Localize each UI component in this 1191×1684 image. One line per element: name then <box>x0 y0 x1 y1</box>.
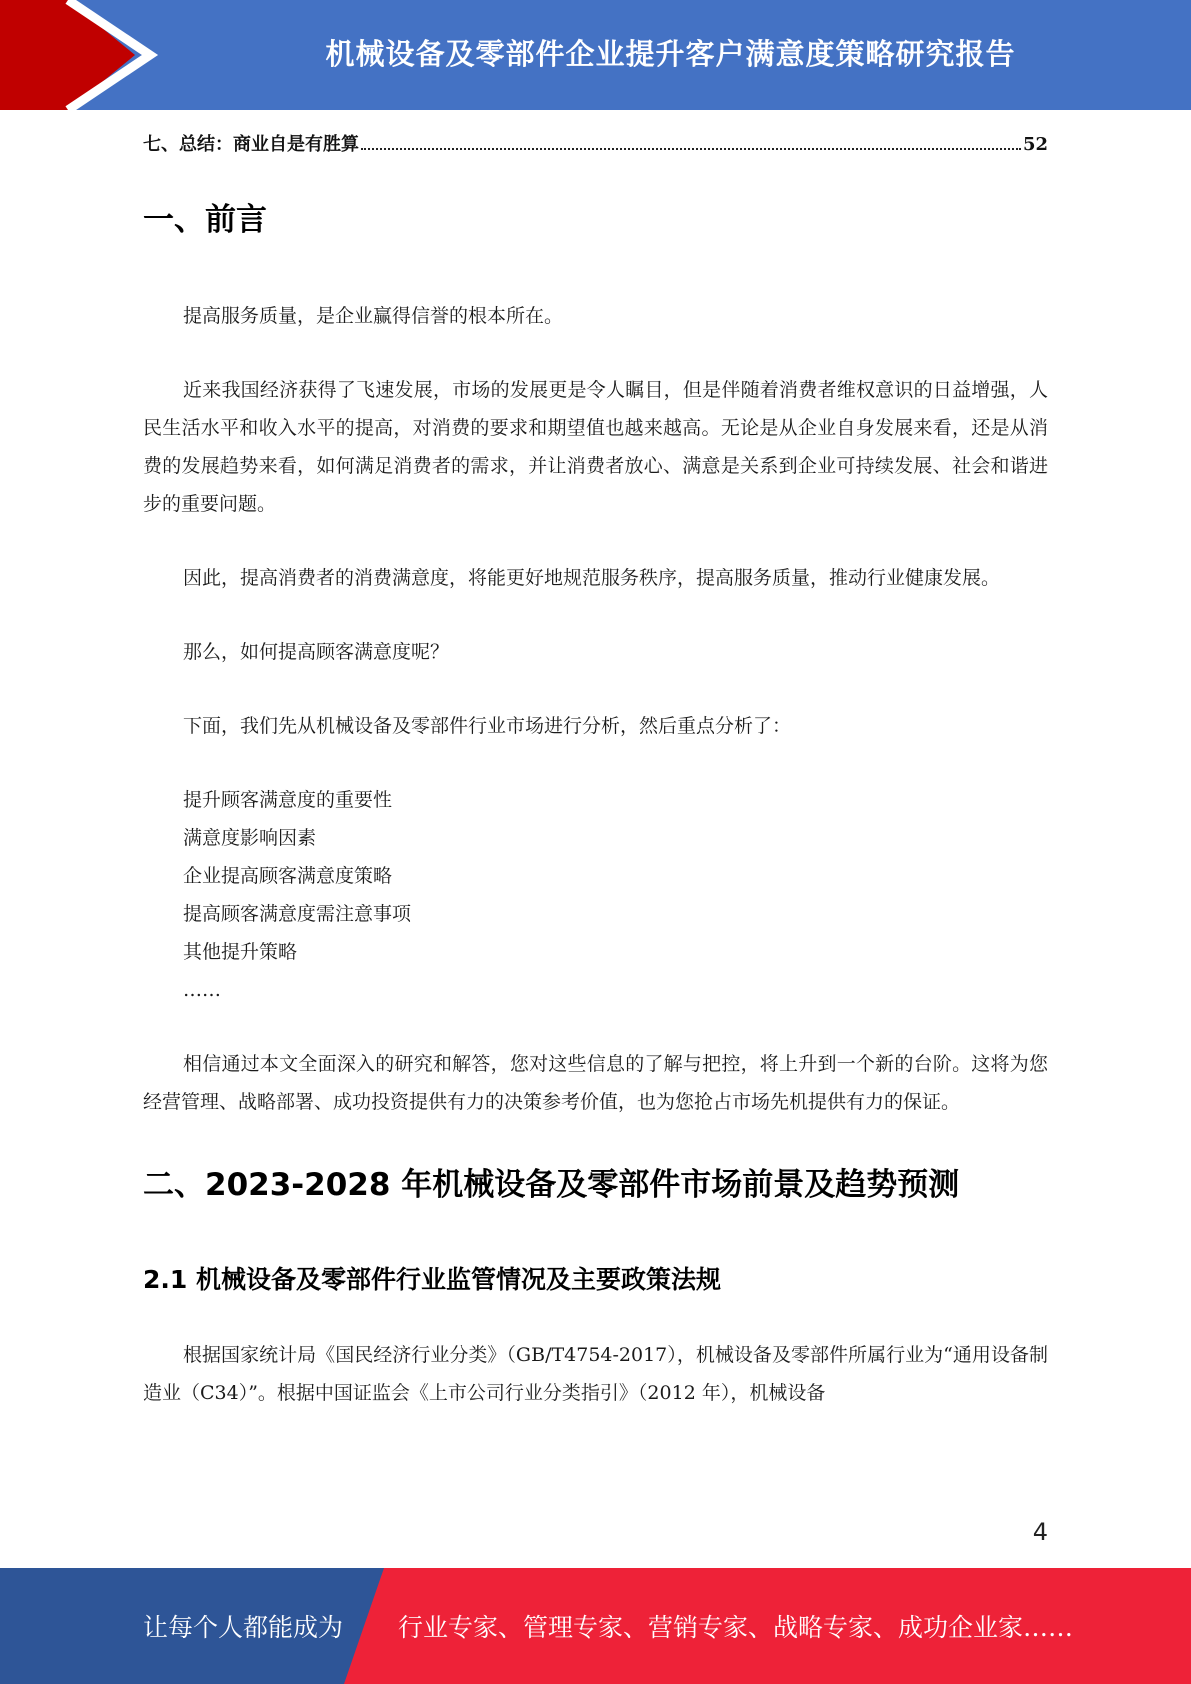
section-heading-forecast: 二、2023-2028 年机械设备及零部件市场前景及趋势预测 <box>143 1167 960 1203</box>
report-title: 机械设备及零部件企业提升客户满意度策略研究报告 <box>325 36 1016 71</box>
toc-entry-label: 七、总结：商业自是有胜算 <box>143 134 359 155</box>
list-item: 其他提升策略 <box>183 941 298 963</box>
list-item: 满意度影响因素 <box>183 827 317 849</box>
toc-entry-page: 52 <box>1022 134 1048 155</box>
list-item: …… <box>183 979 221 1001</box>
footer-slogan-right: 行业专家、管理专家、营销专家、战略专家、成功企业家…… <box>398 1613 1074 1642</box>
footer-banner <box>0 1568 1191 1684</box>
page-content <box>143 110 1048 1412</box>
toc-entry[interactable] <box>143 130 1048 156</box>
analysis-topic-list <box>143 781 1048 1009</box>
paragraph: 下面，我们先从机械设备及零部件行业市场进行分析，然后重点分析了： <box>183 715 792 737</box>
paragraph: 提高服务质量，是企业赢得信誉的根本所在。 <box>183 305 564 327</box>
paragraph: 相信通过本文全面深入的研究和解答，您对这些信息的了解与把控，将上升到一个新的台阶。这将为您经营管理、战略部署、成功投资提供有力的决策参考价值，也为您抢占市场先机提供有力的保证。 <box>143 1053 1048 1113</box>
paragraph: 根据国家统计局《国民经济行业分类》（GB/T4754-2017），机械设备及零部件所属行业为“通用设备制造业（C34）”。根据中国证监会《上市公司行业分类指引》（2012 年），机械设备 <box>143 1344 1048 1404</box>
subsection-heading-regulation: 2.1 机械设备及零部件行业监管情况及主要政策法规 <box>143 1265 721 1294</box>
toc-dot-leader <box>361 147 1021 150</box>
list-item: 提高顾客满意度需注意事项 <box>183 903 412 925</box>
header-banner <box>0 0 1191 110</box>
paragraph: 因此，提高消费者的消费满意度，将能更好地规范服务秩序，提高服务质量，推动行业健康发展。 <box>183 567 1001 589</box>
paragraph: 那么，如何提高顾客满意度呢？ <box>183 641 450 663</box>
section-heading-preface: 一、前言 <box>143 202 267 238</box>
footer-slogan-left: 让每个人都能成为 <box>143 1613 344 1642</box>
list-item: 企业提高顾客满意度策略 <box>183 865 393 887</box>
paragraph: 近来我国经济获得了飞速发展，市场的发展更是令人瞩目，但是伴随着消费者维权意识的日益增强，人民生活水平和收入水平的提高，对消费的要求和期望值也越来越高。无论是从企业自身发展来看，还是从消费的发展趋势来看，如何满足消费者的需求，并让消费者放心、满意是关系到企业可持续发展、社会和谐进步的重要问题。 <box>143 379 1048 515</box>
list-item: 提升顾客满意度的重要性 <box>183 789 393 811</box>
page-number: 4 <box>1032 1518 1048 1546</box>
